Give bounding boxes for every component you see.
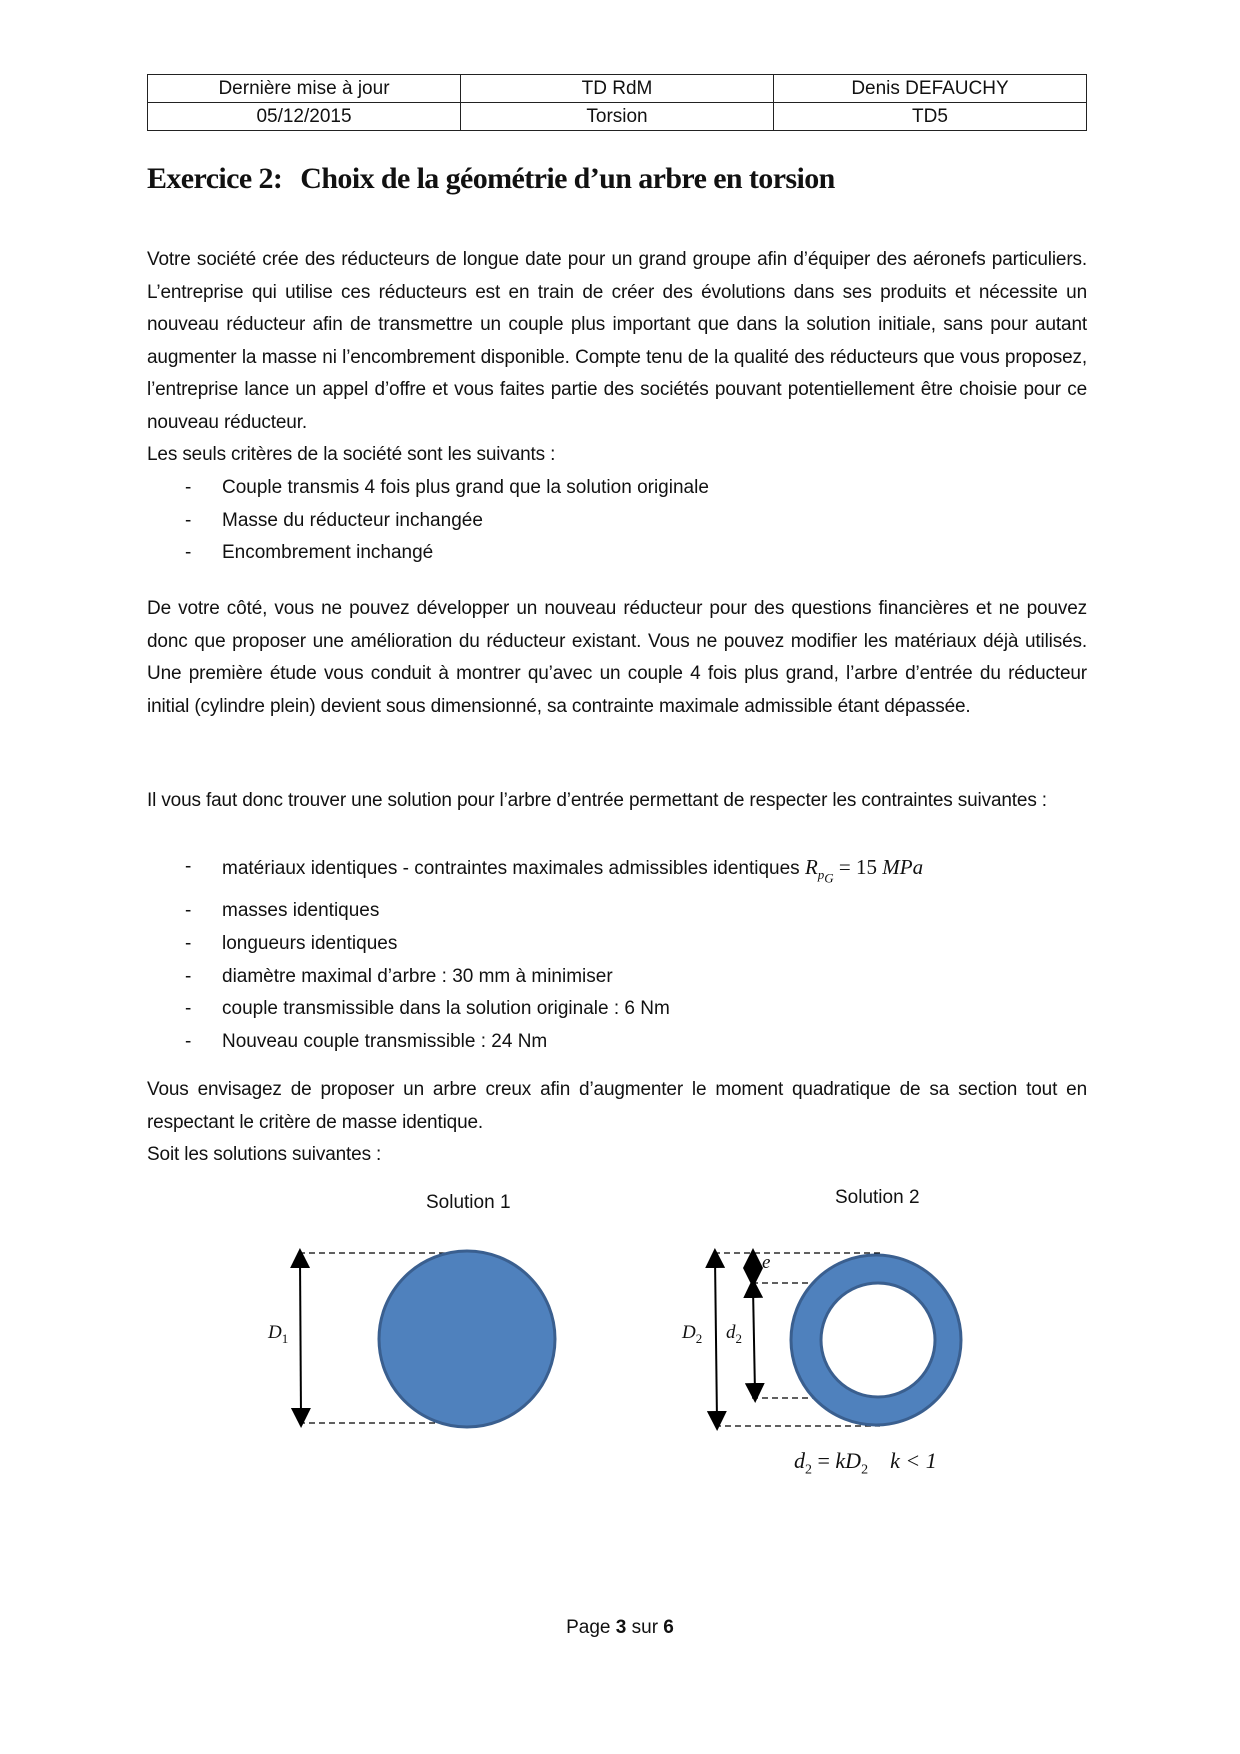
label-D1: $D_1$ (268, 1322, 289, 1346)
solution-2-diagram (714, 1253, 961, 1426)
current-page: 3 (615, 1617, 627, 1638)
constraint-item: - couple transmissible dans la solution originale : 6 Nm (185, 998, 670, 1020)
criteria-intro: Les seuls critères de la société sont les suivants : (147, 444, 556, 465)
exercise-title-text: Choix de la géométrie d’un arbre en torsion (300, 162, 835, 195)
criteria-item: - Masse du réducteur inchangée (185, 509, 483, 531)
header-td-number: TD5 (774, 103, 1087, 131)
constraint-item: - diamètre maximal d’arbre : 30 mm à minimiser (185, 965, 613, 987)
exercise-number: Exercice 2: (147, 162, 283, 195)
total-pages: 6 (663, 1617, 674, 1638)
header-date: 05/12/2015 (148, 103, 461, 131)
header-course: TD RdM (461, 75, 774, 103)
constraint-item-materials: - matériaux identiques - contraintes maximales admissibles identiques $R_{p_G} = 15$ MPa (185, 855, 924, 886)
hollow-shaft-inner (821, 1283, 935, 1397)
page-footer: Page 3 sur 6 (566, 1617, 674, 1638)
constraints-intro: Il vous faut donc trouver une solution pour l’arbre d’entrée permettant de respecter les contraintes suivantes : (147, 790, 1047, 811)
solution-1-diagram (299, 1251, 555, 1427)
solutions-intro: Soit les solutions suivantes : (147, 1144, 382, 1165)
constraint-item: - longueurs identiques (185, 932, 398, 954)
solid-shaft-section (379, 1251, 555, 1427)
solution-1-label: Solution 1 (426, 1192, 511, 1213)
diameter-ratio-formula: $d_2 = kD_2$ k < 1 (794, 1448, 937, 1478)
solution-2-label: Solution 2 (835, 1187, 920, 1208)
intro-paragraph: Votre société crée des réducteurs de longue date pour un grand groupe afin d’équiper des aéronefs particuliers. L’entreprise qui utilise ces réducteurs est en train de créer des évolutions dans ses produits et nécessite un nouveau réducteur afin de transmettre un couple plus important que dans la solution initiale, sans pour autant augmenter la masse ni l’encombrement disponible. Compte tenu de la qualité des réducteurs que vous proposez, l’entreprise lance un appel d’offre et vous faites partie des sociétés pouvant potentiellement être choisie pour ce nouveau réducteur. (147, 249, 1087, 433)
constraint-item: - masses identiques (185, 900, 380, 922)
header-topic: Torsion (461, 103, 774, 131)
label-D2: $D_2$ (682, 1322, 703, 1346)
label-e-thickness: e (762, 1252, 771, 1273)
label-d2: $d_2$ (726, 1322, 742, 1346)
criteria-item: - Encombrement inchangé (185, 542, 434, 564)
header-author: Denis DEFAUCHY (774, 75, 1087, 103)
header-last-update-label: Dernière mise à jour (148, 75, 461, 103)
context-paragraph: De votre côté, vous ne pouvez développer un nouveau réducteur pour des questions financières et ne pouvez donc que proposer une amélioration du réducteur existant. Vous ne pouvez modifier les matériaux déjà utilisés. Une première étude vous conduit à montrer qu’avec un couple 4 fois plus grand, l’arbre d’entrée du réducteur initial (cylindre plein) devient sous dimensionné, sa contrainte maximale admissible étant dépassée. (147, 598, 1087, 717)
criteria-item: - Couple transmis 4 fois plus grand que la solution originale (185, 477, 709, 498)
constraint-item: - Nouveau couple transmissible : 24 Nm (185, 1030, 548, 1052)
proposal-paragraph: Vous envisagez de proposer un arbre creux afin d’augmenter le moment quadratique de sa section tout en respectant le critère de masse identique. (147, 1079, 1087, 1133)
rpg-formula: $R_{p_G} = 15$ MPa (804, 855, 924, 886)
